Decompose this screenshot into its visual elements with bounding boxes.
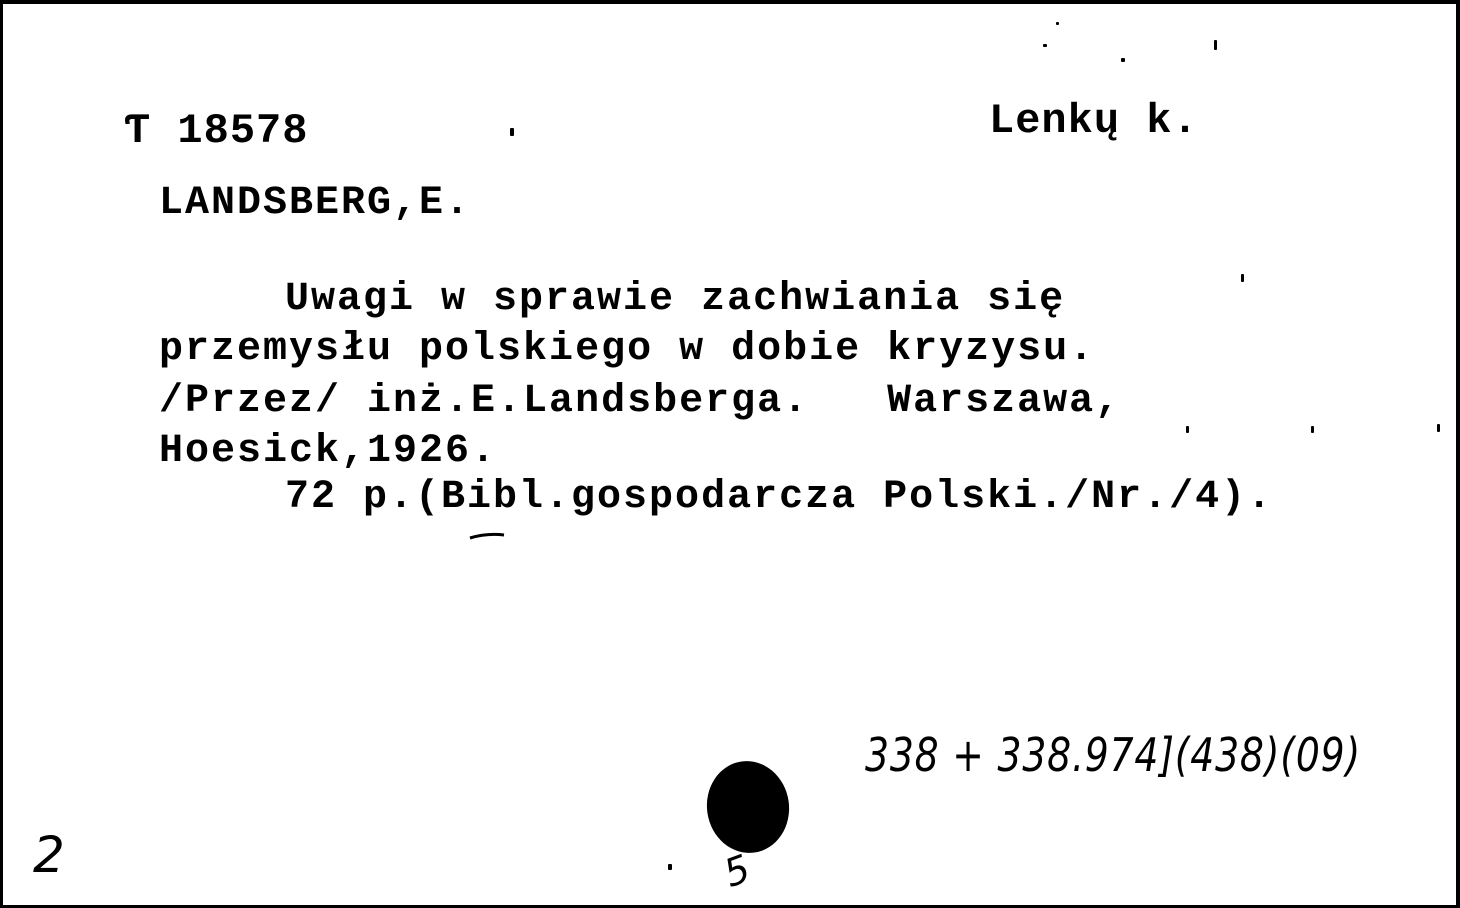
speck-mark xyxy=(1121,58,1125,62)
handwritten-underline xyxy=(469,532,505,540)
speck-mark xyxy=(1056,22,1059,25)
publisher-year-line: Hoesick,1926. xyxy=(159,429,498,474)
corner-mark: 5 xyxy=(718,846,756,896)
speck-mark xyxy=(1241,274,1244,282)
speck-mark xyxy=(510,128,514,136)
author-heading: LANDSBERG,E. xyxy=(159,181,472,226)
responsibility-imprint-line: /Przez/ inż.E.Landsberga. Warszawa, xyxy=(159,379,1122,424)
speck-mark xyxy=(1186,426,1189,433)
call-number: Ƭ 18578 xyxy=(125,107,309,155)
punch-hole xyxy=(701,756,795,859)
speck-mark xyxy=(1043,44,1047,47)
collation-series-line: 72 p.(Bibl.gospodarcza Polski./Nr./4). xyxy=(285,475,1274,520)
department-label: Lenkų k. xyxy=(989,97,1199,145)
card-number: 2 xyxy=(33,826,65,884)
speck-mark xyxy=(1437,424,1440,432)
title-line-1: Uwagi w sprawie zachwiania się xyxy=(285,277,1066,322)
classification-number: 338 + 338.974](438)(09) xyxy=(865,728,1361,782)
speck-mark xyxy=(1214,40,1217,50)
speck-mark xyxy=(668,864,672,870)
speck-mark xyxy=(1311,426,1314,433)
title-line-2: przemysłu polskiego w dobie kryzysu. xyxy=(159,327,1096,372)
